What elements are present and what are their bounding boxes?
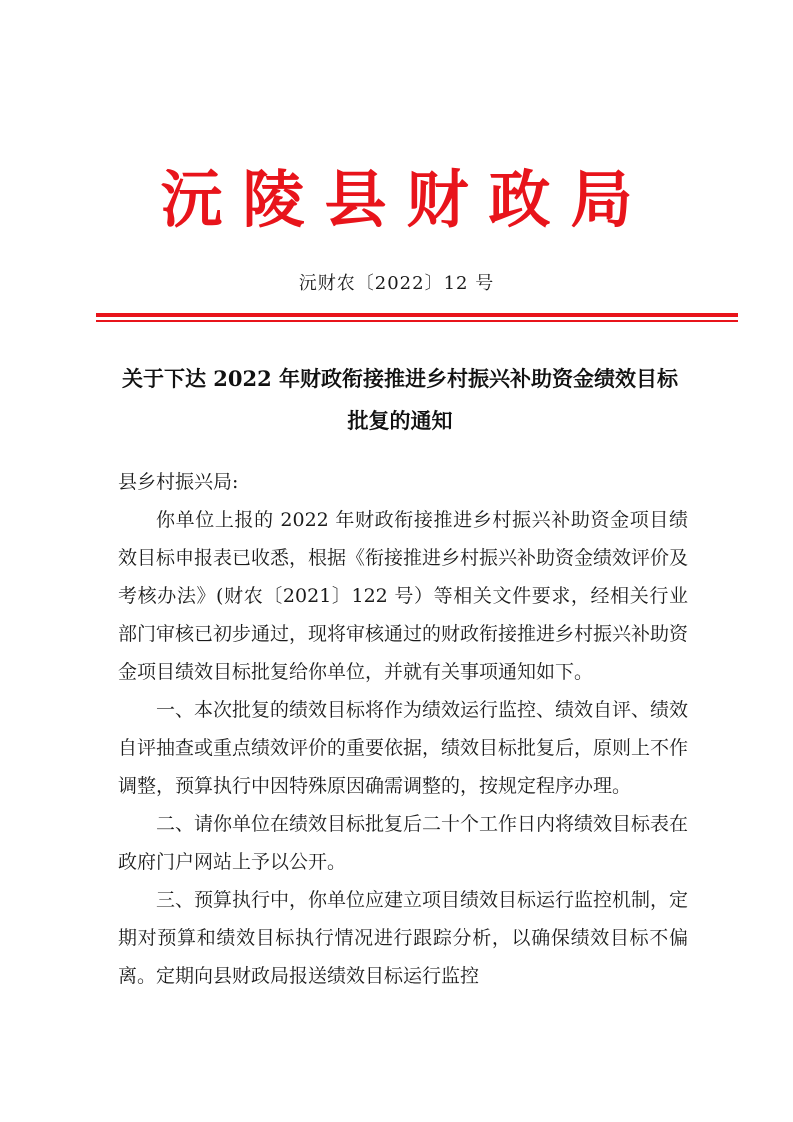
- title-line-2: 批复的通知: [347, 408, 453, 433]
- agency-masthead: 沅陵县财政局: [160, 163, 653, 236]
- body-paragraph: 一、本次批复的绩效目标将作为绩效运行监控、绩效自评、绩效自评抽查或重点绩效评价的重要依据，绩效目标批复后，原则上不作调整，预算执行中因特殊原因确需调整的，按规定程序办理。: [118, 699, 689, 797]
- title-line-1: 关于下达 2022 年财政衔接推进乡村振兴补助资金绩效目标: [121, 366, 679, 391]
- document-body: [118, 463, 688, 995]
- body-paragraph: 你单位上报的 2022 年财政衔接推进乡村振兴补助资金项目绩效目标申报表已收悉，根据《衔接推进乡村振兴补助资金绩效评价及考核办法》(财农〔2021〕122 号）等相关文件要求，经相关行业部门审核已初步通过，现将审核通过的财政衔接推进乡村振兴补助资金项目绩效目标批复给你单位，并就有关事项通知如下。: [118, 509, 689, 683]
- body-paragraph: 三、预算执行中，你单位应建立项目绩效目标运行监控机制，定期对预算和绩效目标执行情况进行跟踪分析，以确保绩效目标不偏离。定期向县财政局报送绩效目标运行监控: [118, 889, 689, 987]
- body-paragraph: 二、请你单位在绩效目标批复后二十个工作日内将绩效目标表在政府门户网站上予以公开。: [118, 813, 689, 873]
- salutation: 县乡村振兴局:: [118, 471, 239, 493]
- red-divider-thin: [96, 320, 738, 322]
- document-title: [110, 358, 690, 442]
- document-number: 沅财农〔2022〕12 号: [298, 273, 495, 294]
- red-divider-thick: [96, 313, 738, 317]
